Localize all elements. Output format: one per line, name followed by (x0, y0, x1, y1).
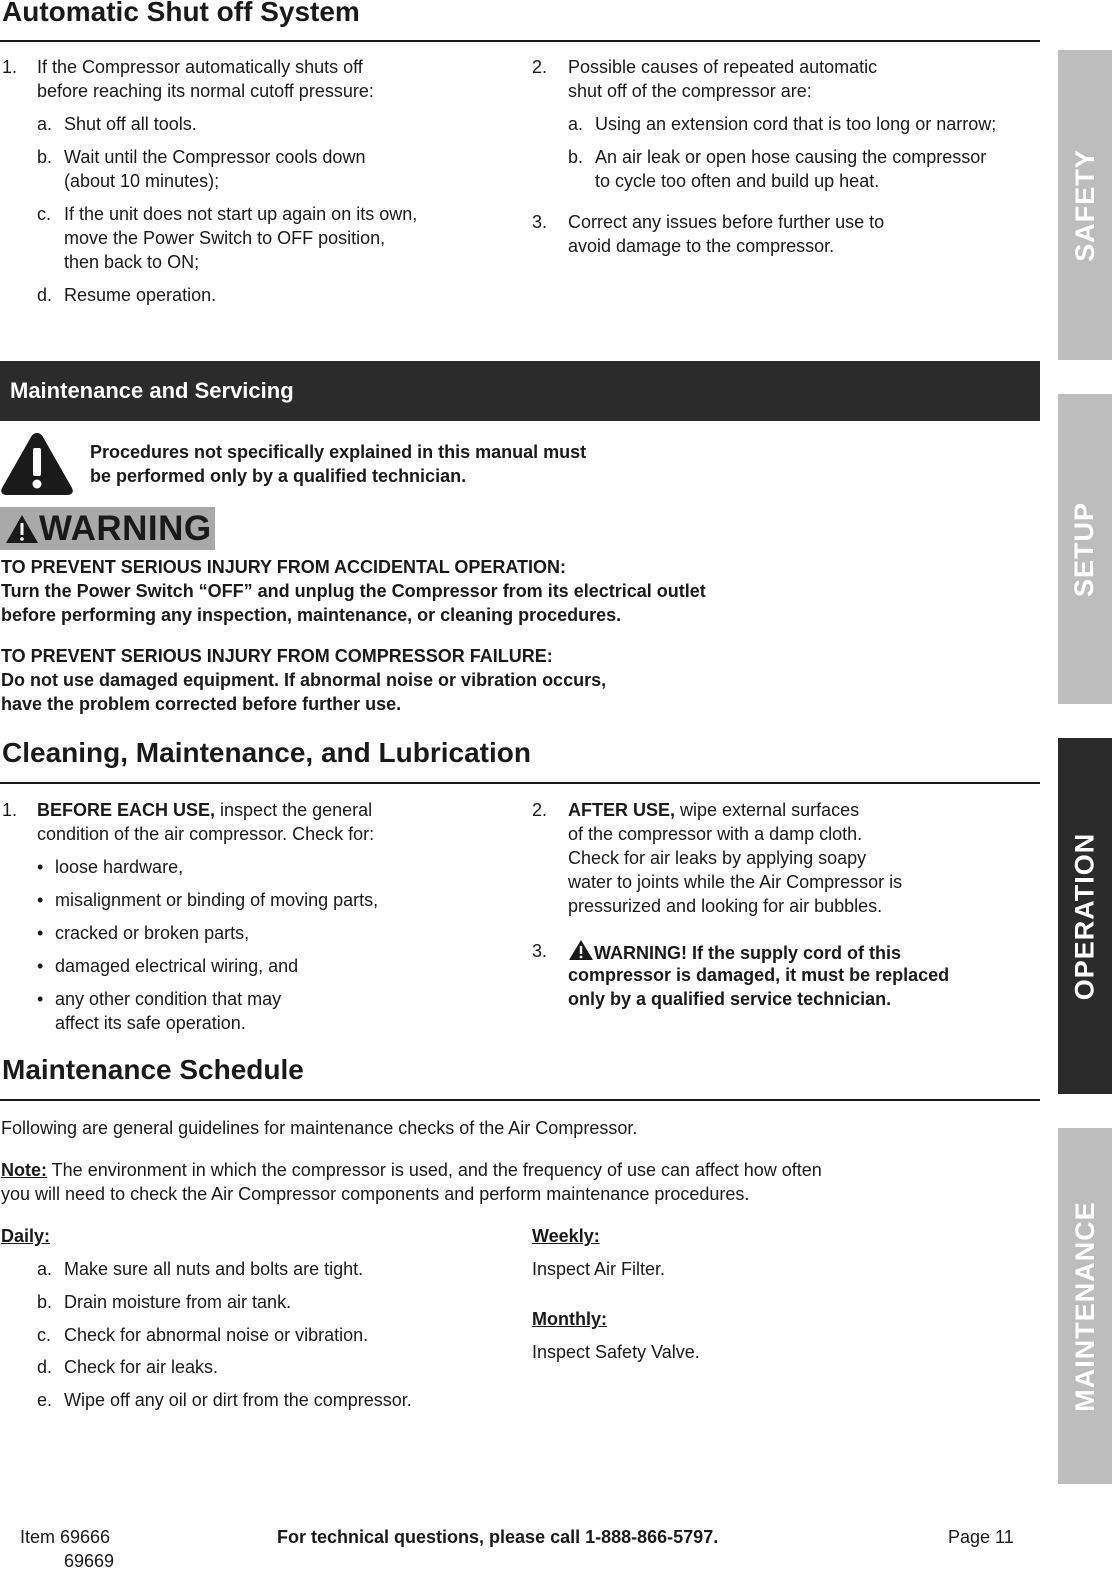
note-label: Note: (1, 1160, 47, 1180)
item-text: before reaching its normal cutoff pressure: (37, 81, 374, 101)
item-text: condition of the air compressor. Check for: (37, 824, 375, 844)
warning-label: WARNING (39, 509, 212, 548)
footer-page-number: Page 11 (948, 1527, 1014, 1547)
bullet-text: loose hardware, (55, 857, 184, 877)
list-letter: a. (37, 1259, 53, 1279)
item-text: If the Compressor automatically shuts off (37, 57, 363, 77)
schedule-intro: Following are general guidelines for maintenance checks of the Air Compressor. (1, 1118, 638, 1138)
schedule-note (1, 1158, 822, 1182)
note-text: The environment in which the compressor is used, and the frequency of use can affect how often (47, 1160, 822, 1180)
item-rest: wipe external surfaces (675, 800, 860, 820)
item-lead: BEFORE EACH USE, (37, 800, 216, 820)
footer-item-number-2: 69669 (64, 1551, 115, 1571)
footer-item-number: Item 69666 (20, 1527, 111, 1547)
warning-label-box (0, 507, 215, 550)
item-text (37, 798, 372, 822)
item-text: water to joints while the Air Compressor is (568, 872, 903, 892)
warning-triangle-icon (0, 430, 74, 496)
notice-text: be performed only by a qualified technician. (90, 466, 467, 486)
tab-maintenance[interactable] (1058, 1128, 1112, 1484)
sub-text: Using an extension cord that is too long or narrow; (595, 114, 997, 134)
tab-operation[interactable] (1058, 738, 1112, 1094)
sub-letter: b. (37, 147, 53, 167)
sub-text: Wait until the Compressor cools down (64, 147, 366, 167)
sub-text: If the unit does not start up again on its own, (64, 204, 418, 224)
list-letter: b. (37, 1292, 53, 1312)
tab-label: OPERATION (1069, 832, 1100, 1000)
section-rule (0, 40, 1040, 42)
sub-text: Resume operation. (64, 285, 217, 305)
weekly-label: Weekly: (532, 1226, 600, 1246)
section-rule (0, 782, 1040, 784)
warning-heading: TO PREVENT SERIOUS INJURY FROM ACCIDENTAL OPERATION: (1, 557, 567, 577)
item-lead: AFTER USE, (568, 800, 676, 820)
maintenance-banner (0, 361, 1040, 421)
sub-letter: c. (37, 204, 52, 224)
item-text: Correct any issues before further use to (568, 212, 885, 232)
list-letter: c. (37, 1325, 52, 1345)
section-title-auto-shutoff: Automatic Shut off System (2, 0, 360, 27)
item-rest: inspect the general (215, 800, 373, 820)
bullet-icon: • (37, 989, 44, 1009)
bullet-text: misalignment or binding of moving parts, (55, 890, 379, 910)
item-number: 3. (532, 941, 548, 961)
sub-text: An air leak or open hose causing the compressor (595, 147, 987, 167)
section-title-cleaning: Cleaning, Maintenance, and Lubrication (2, 737, 531, 768)
item-text (568, 798, 859, 822)
item-text: Check for air leaks by applying soapy (568, 848, 867, 868)
warning-text: WARNING! If the supply cord of this (594, 943, 901, 963)
item-text: avoid damage to the compressor. (568, 236, 835, 256)
item-number: 2. (532, 800, 548, 820)
item-text: of the compressor with a damp cloth. (568, 824, 863, 844)
list-item: Wipe off any oil or dirt from the compressor. (64, 1390, 412, 1410)
bullet-text: affect its safe operation. (55, 1013, 246, 1033)
tab-safety[interactable] (1058, 50, 1112, 360)
list-item: Drain moisture from air tank. (64, 1292, 292, 1312)
sub-letter: d. (37, 285, 53, 305)
notice-text: Procedures not specifically explained in this manual must (90, 442, 587, 462)
list-item: Check for air leaks. (64, 1357, 219, 1377)
item-number: 1. (2, 57, 18, 77)
warning-text: Do not use damaged equipment. If abnormal noise or vibration occurs, (1, 670, 607, 690)
warning-heading: TO PREVENT SERIOUS INJURY FROM COMPRESSOR FAILURE: (1, 646, 553, 666)
tab-label: SAFETY (1069, 148, 1100, 262)
list-item: Inspect Air Filter. (532, 1259, 666, 1279)
section-rule (0, 1099, 1040, 1101)
list-item: Inspect Safety Valve. (532, 1342, 700, 1362)
bullet-icon: • (37, 956, 44, 976)
tab-setup[interactable] (1058, 394, 1112, 704)
warning-text: only by a qualified service technician. (568, 989, 892, 1009)
section-title-schedule: Maintenance Schedule (2, 1054, 304, 1085)
warning-text: have the problem corrected before further use. (1, 694, 402, 714)
item-text: shut off of the compressor are: (568, 81, 812, 101)
footer-phone: For technical questions, please call 1-888-866-5797. (277, 1527, 719, 1547)
sub-text: (about 10 minutes); (64, 171, 220, 191)
sub-text: Shut off all tools. (64, 114, 197, 134)
banner-title: Maintenance and Servicing (10, 378, 294, 403)
sub-letter: a. (568, 114, 584, 134)
warning-text: before performing any inspection, maintenance, or cleaning procedures. (1, 605, 622, 625)
item-number: 1. (2, 800, 18, 820)
list-item: Check for abnormal noise or vibration. (64, 1325, 369, 1345)
bullet-icon: • (37, 923, 44, 943)
list-item: Make sure all nuts and bolts are tight. (64, 1259, 364, 1279)
list-letter: d. (37, 1357, 53, 1377)
tab-label: SETUP (1069, 501, 1100, 597)
warning-text: compressor is damaged, it must be replaced (568, 965, 950, 985)
item-number: 3. (532, 212, 548, 232)
warning-triangle-icon (5, 514, 39, 544)
warning-text: Turn the Power Switch “OFF” and unplug the Compressor from its electrical outlet (1, 581, 706, 601)
sub-text: to cycle too often and build up heat. (595, 171, 880, 191)
sub-text: then back to ON; (64, 252, 200, 272)
bullet-text: any other condition that may (55, 989, 282, 1009)
daily-label: Daily: (1, 1226, 51, 1246)
sub-text: move the Power Switch to OFF position, (64, 228, 386, 248)
bullet-text: cracked or broken parts, (55, 923, 250, 943)
tab-label: MAINTENANCE (1069, 1200, 1100, 1412)
bullet-text: damaged electrical wiring, and (55, 956, 299, 976)
sub-letter: b. (568, 147, 584, 167)
bullet-icon: • (37, 857, 44, 877)
warning-triangle-icon (568, 939, 594, 961)
item-text (568, 939, 901, 965)
bullet-icon: • (37, 890, 44, 910)
monthly-label: Monthly: (532, 1309, 607, 1329)
item-number: 2. (532, 57, 548, 77)
list-letter: e. (37, 1390, 53, 1410)
item-text: pressurized and looking for air bubbles. (568, 896, 883, 916)
sub-letter: a. (37, 114, 53, 134)
schedule-note: you will need to check the Air Compressor components and perform maintenance procedures. (1, 1184, 750, 1204)
item-text: Possible causes of repeated automatic (568, 57, 878, 77)
